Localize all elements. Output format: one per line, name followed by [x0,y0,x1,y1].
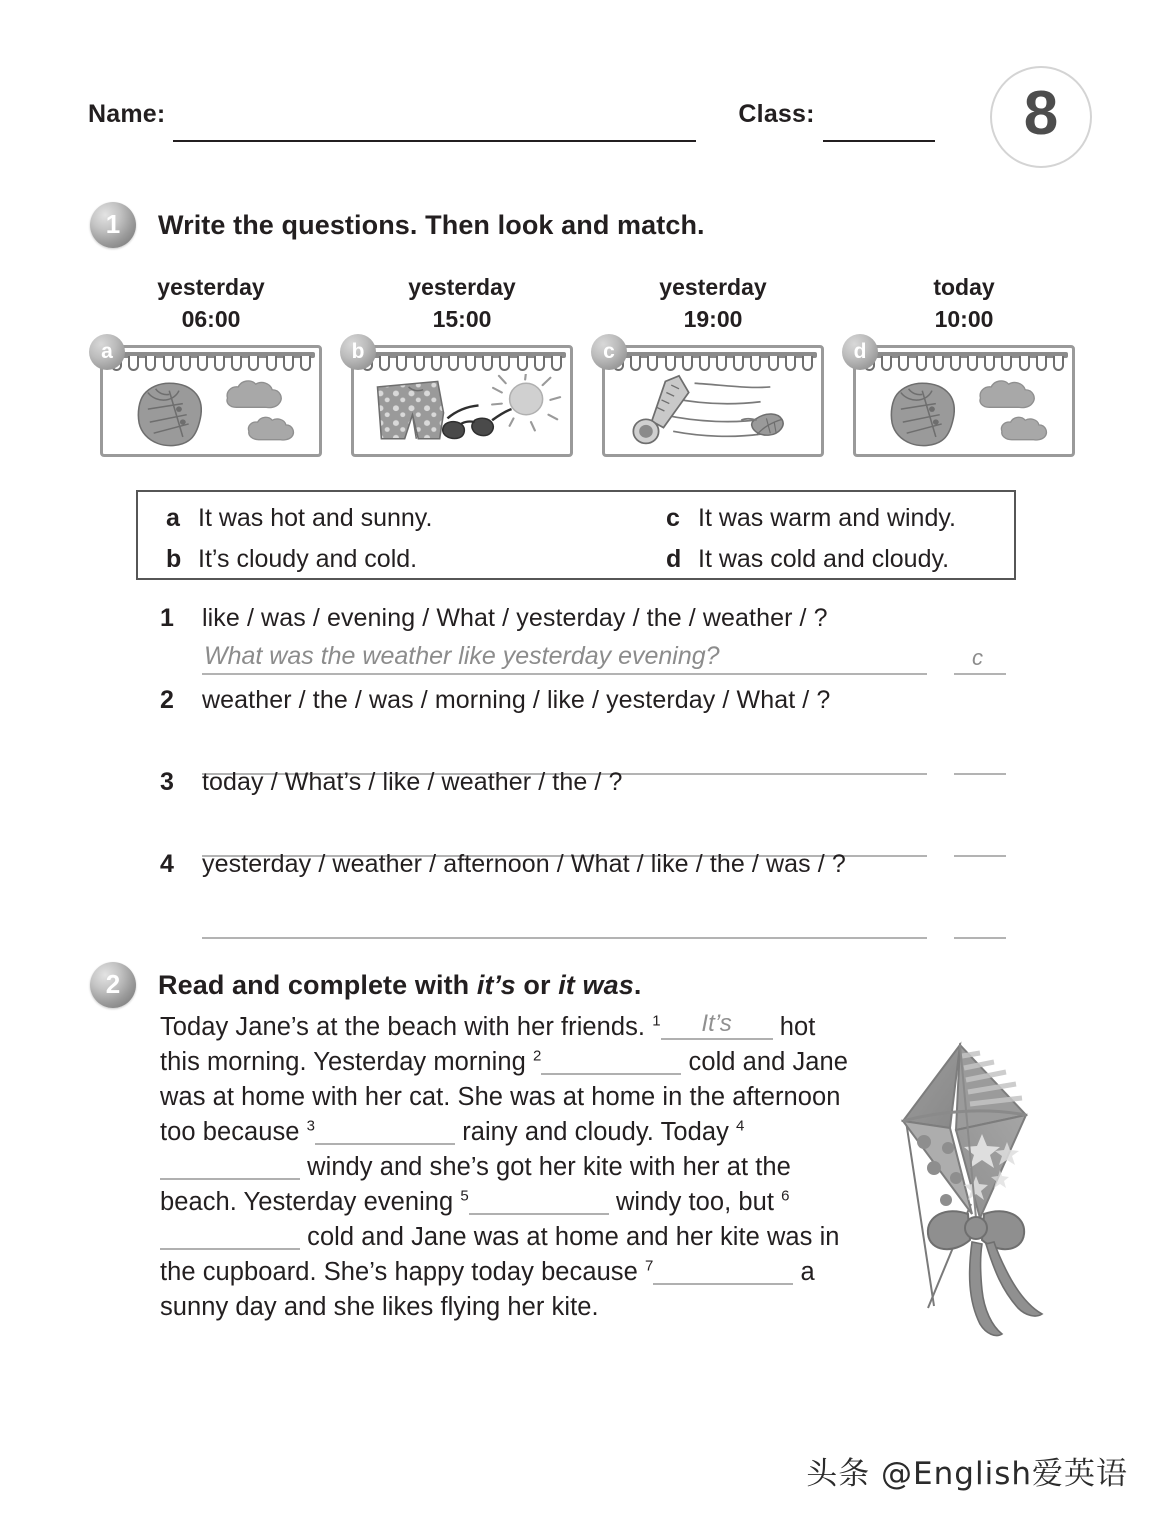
question-4-answer-line[interactable] [202,937,927,939]
exercise-2-number-badge [90,962,136,1008]
shorts-sunglasses-sun-icon [360,374,564,448]
blank-6[interactable] [160,1222,300,1250]
question-1-words: like / was / evening / What / yesterday / the / weather / ? [202,604,828,632]
blank-7-number: 7 [644,1257,654,1275]
watermark-text: 头条 @English爱英语 [806,1456,1128,1492]
weather-card-a [100,272,322,457]
option-d [666,545,949,574]
name-input-line[interactable] [173,140,696,142]
exercise-2-number-text: 2 [105,969,121,999]
blank-3-number: 3 [306,1117,316,1135]
question-3-prompt-row [160,768,1020,797]
question-2-words: weather / the / was / morning / like / yesterday / What / ? [202,686,831,714]
blank-2[interactable] [541,1047,681,1075]
blank-1[interactable] [661,1012,773,1040]
reading-seg-5: windy and she’s got her kite with her at the beach. Yesterday evening [160,1153,791,1216]
card-a-time: 06:00 [181,305,241,332]
unit-number-text: 8 [1023,79,1059,148]
question-1-answer-text: What was the weather like yesterday evening? [204,642,720,670]
question-item-1 [160,604,1020,679]
question-1-answer-row[interactable] [202,635,1020,679]
option-d-key: d [666,545,682,573]
card-d-time: 10:00 [934,305,994,332]
question-1-match-line[interactable] [954,673,1006,675]
option-b [166,545,666,574]
question-item-4 [160,850,1020,943]
exercise-2-title-em2: it was [558,969,634,1000]
reading-seg-6: windy too, but [615,1188,775,1216]
option-c-key: c [666,504,680,532]
card-d-day: today [933,274,995,300]
card-b-frame [351,339,573,457]
card-b-letter: b [351,339,365,363]
card-c-day: yesterday [659,274,767,300]
exercise-2-title-part1: Read and complete with [158,969,477,1000]
card-d-letter: d [853,339,867,363]
option-b-text: It’s cloudy and cold. [198,545,418,573]
exercise-1-heading [90,202,705,248]
question-2-number: 2 [160,686,175,714]
card-c-letter: c [603,339,615,363]
name-label: Name: [88,100,166,128]
blank-3[interactable] [315,1117,455,1145]
reading-text [160,1010,860,1325]
question-1-number: 1 [160,604,175,632]
option-a-text: It was hot and sunny. [198,504,433,532]
question-4-number: 4 [160,850,175,878]
card-c-frame [602,339,824,457]
blank-1-fill: It’s [701,1010,732,1037]
question-1-match-text: c [972,645,983,670]
question-4-words: yesterday / weather / afternoon / What / like / the / was / ? [202,850,846,878]
weather-card-b [351,272,573,457]
reading-seg-3: cold and Jane was at home with her cat. She was at home in the afternoon too because [160,1048,848,1146]
blank-4-number: 4 [736,1117,745,1135]
unit-number-badge [990,66,1092,168]
card-a-frame [100,339,322,457]
coat-clouds-icon [109,374,313,448]
kite-icon [876,1018,1092,1344]
card-b-time: 15:00 [432,305,492,332]
reading-seg-1: Today Jane’s at the beach with her friends. [160,1013,646,1041]
question-4-prompt-row [160,850,1020,879]
blank-4[interactable] [160,1152,300,1180]
card-b-day: yesterday [408,274,516,300]
card-c-rings [613,356,813,372]
question-item-2 [160,686,1020,779]
option-c [666,504,956,533]
thermometer-wind-leaf-icon [611,374,815,448]
weather-card-d [853,272,1075,457]
answer-options-box [136,490,1016,580]
student-info-header [88,100,1082,150]
weather-card-c [602,272,824,457]
exercise-1-title: Write the questions. Then look and match. [158,209,705,240]
blank-7[interactable] [653,1257,793,1285]
blank-1-number: 1 [652,1012,661,1030]
card-b-rings [362,356,562,372]
class-label: Class: [738,100,815,128]
options-row-1 [166,504,1014,545]
option-a [166,504,666,533]
question-3-words: today / What’s / like / weather / the / ? [202,768,623,796]
question-item-3 [160,768,1020,861]
blank-2-number: 2 [532,1047,542,1065]
blank-5[interactable] [469,1187,609,1215]
reading-seg-2: hot this morning. Yesterday morning [160,1013,816,1076]
blank-5-number: 5 [460,1187,469,1205]
exercise-2-title-mid: or [515,969,559,1000]
question-3-number: 3 [160,768,175,796]
reading-paragraph [160,1010,860,1325]
card-d-frame [853,339,1075,457]
reading-seg-4: rainy and cloudy. Today [462,1118,729,1146]
exercise-2-title-em1: it’s [476,969,516,1000]
reading-seg-8: a sunny day and she likes flying her kite. [160,1258,815,1321]
option-c-text: It was warm and windy. [698,504,956,532]
exercise-2-title [158,970,641,1001]
option-b-key: b [166,545,182,573]
class-input-line[interactable] [823,140,935,142]
card-a-rings [111,356,311,372]
option-a-key: a [166,504,180,532]
coat-clouds-icon [862,374,1066,448]
exercise-2-title-end: . [633,969,642,1000]
question-1-prompt-row [160,604,1020,633]
exercise-2-heading [90,962,641,1008]
blank-6-number: 6 [781,1187,790,1205]
question-4-match-line[interactable] [954,937,1006,939]
reading-seg-7: cold and Jane was at home and her kite was in the cupboard. She’s happy today because [160,1223,840,1286]
question-4-answer-row[interactable] [202,881,1020,943]
exercise-1-number-text: 1 [105,209,121,239]
exercise-1-number-badge [90,202,136,248]
question-1-answer-line[interactable] [202,673,927,675]
card-a-letter: a [101,339,113,363]
card-c-time: 19:00 [683,305,743,332]
card-a-day: yesterday [157,274,265,300]
question-2-prompt-row [160,686,1020,715]
option-d-text: It was cold and cloudy. [698,545,950,573]
card-d-rings [864,356,1064,372]
options-row-2 [166,545,1014,586]
